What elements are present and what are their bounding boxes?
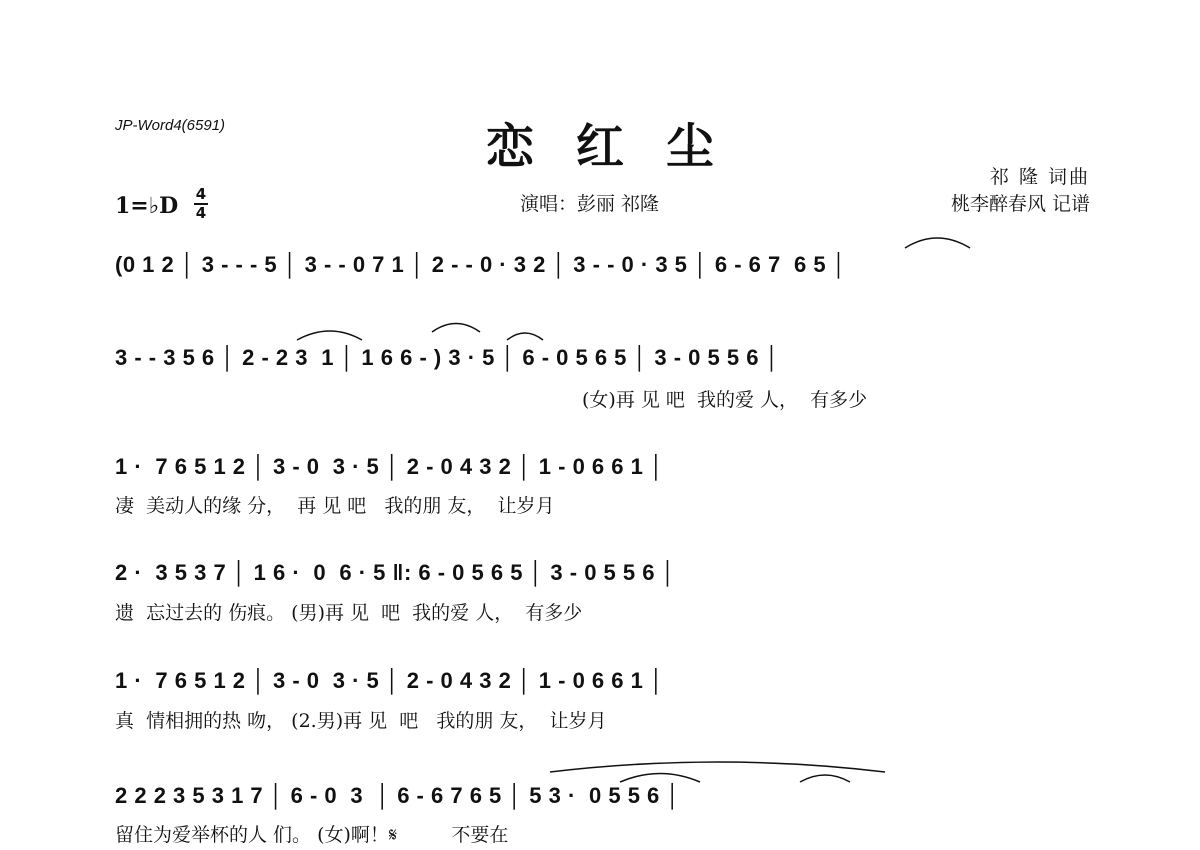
score-row-4-notes: 2 · 3 5 3 7 │ 1 6 · 0 6 · 5 ‖: 6 - 0 5 6 5 │ 3 - 0 5 5 6 │: [115, 560, 676, 585]
singers-credit: 演唱：彭丽 祁隆: [520, 193, 660, 215]
score-row-2-notes: 3 - - 3 5 6 │ 2 - 2 3 1 │ 1 6 6 - ) 3 · 5 │ 6 - 0 5 6 5 │ 3 - 0 5 5 6 │: [115, 345, 780, 370]
time-sig-top: 4: [195, 185, 207, 203]
lyricist-credit: 祁 隆 词曲: [989, 166, 1090, 188]
score-row-5-lyrics: 真 情相拥的热 吻， (2.男)再 见 吧 我的朋 友， 让岁月: [115, 710, 607, 732]
score-row-3-lyrics: 凄 美动人的缘 分， 再 见 吧 我的朋 友， 让岁月: [115, 495, 555, 517]
score-row-3-notes: 1 · 7 6 5 1 2 │ 3 - 0 3 · 5 │ 2 - 0 4 3 2 │ 1 - 0 6 6 1 │: [115, 454, 665, 479]
score-row-5-notes: 1 · 7 6 5 1 2 │ 3 - 0 3 · 5 │ 2 - 0 4 3 2 │ 1 - 0 6 6 1 │: [115, 668, 665, 693]
transcriber-credit: 桃李醉春风 记谱: [950, 193, 1090, 215]
score-row-4-lyrics: 遗 忘过去的 伤痕。 (男)再 见 吧 我的爱 人， 有多少: [115, 602, 583, 624]
score-row-1-notes: (0 1 2 │ 3 - - - 5 │ 3 - - 0 7 1 │ 2 - - 0 · 3 2 │ 3 - - 0 · 3 5 │ 6 - 6 7 6 5 │: [115, 252, 847, 277]
song-title: 恋红尘: [485, 119, 756, 175]
score-row-6-notes: 2 2 2 3 5 3 1 7 │ 6 - 0 3 │ 6 - 6 7 6 5 │ 5 3 · 0 5 5 6 │: [115, 783, 681, 808]
key-signature: 1=♭D: [115, 193, 179, 219]
score-row-6-lyrics: 留住为爱举杯的人 们。 (女)啊！𝄋 不要在: [115, 824, 509, 846]
time-sig-bottom: 4: [195, 204, 207, 222]
source-label: JP-Word4(6591): [115, 117, 226, 134]
score-row-2-lyrics: (女)再 见 吧 我的爱 人， 有多少: [582, 389, 868, 411]
